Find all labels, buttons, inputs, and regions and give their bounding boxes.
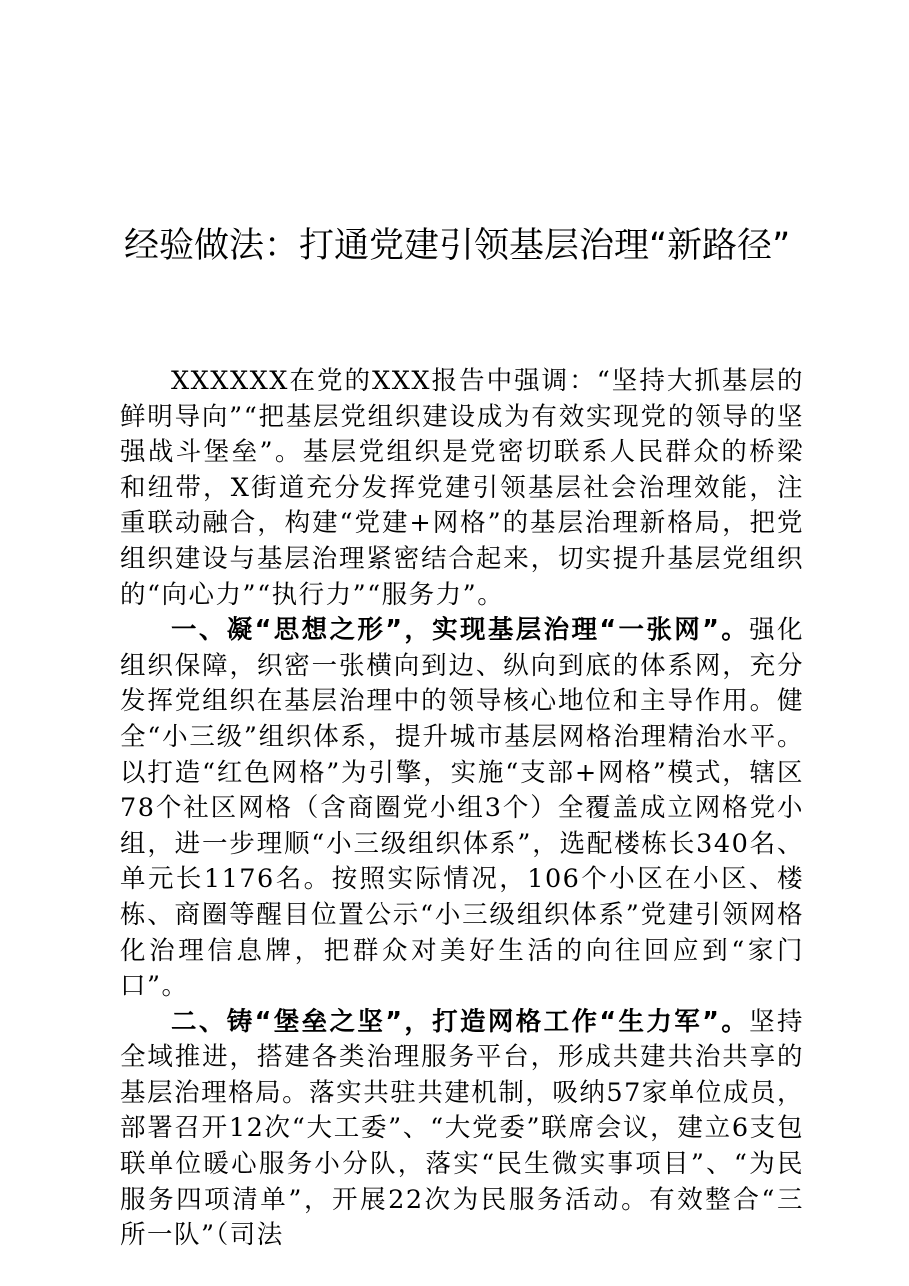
section-one-heading: 一、凝“思想之形”，实现基层治理“一张网”。: [171, 615, 750, 646]
document-title: 经验做法：打通党建引领基层治理“新路径”: [124, 226, 791, 266]
section-two-text: 坚持全域推进，搭建各类治理服务平台，形成共建共治共享的基层治理格局。落实共驻共建机制，吸纳57家单位成员，部署召开12次“大工委”、“大党委”联席会议，建立6支包联单位暖心服务小分队，落实“民生微实事项目”、“为民服务四项清单”，开展22次为民服务活动。有效整合“三所一队”（司法: [120, 1006, 804, 1251]
document-body: [120, 364, 804, 1254]
paragraph-section-one: [120, 613, 804, 1005]
section-one-text: 强化组织保障，织密一张横向到边、纵向到底的体系网，充分发挥党组织在基层治理中的领导核心地位和主导作用。健全“小三级”组织体系，提升城市基层网格治理精治水平。以打造“红色网格”为引擎，实施“支部+网格”模式，辖区78个社区网格（含商圈党小组3个）全覆盖成立网格党小组，进一步理顺“小三级组织体系”，选配楼栋长340名、单元长1176名。按照实际情况，106个小区在小区、楼栋、商圈等醒目位置公示“小三级组织体系”党建引领网格化治理信息牌，把群众对美好生活的向往回应到“家门口”。: [120, 615, 804, 1002]
paragraph-section-two: [120, 1005, 804, 1254]
paragraph-intro: [120, 364, 804, 613]
section-two-heading: 二、铸“堡垒之坚”，打造网格工作“生力军”。: [171, 1006, 750, 1037]
paragraph-intro-text: XXXXXX在党的XXX报告中强调：“坚持大抓基层的鲜明导向”“把基层党组织建设成为有效实现党的领导的坚强战斗堡垒”。基层党组织是党密切联系人民群众的桥梁和纽带，X街道充分发挥党建引领基层社会治理效能，注重联动融合，构建“党建+网格”的基层治理新格局，把党组织建设与基层治理紧密结合起来，切实提升基层党组织的“向心力”“执行力”“服务力”。: [120, 366, 804, 610]
